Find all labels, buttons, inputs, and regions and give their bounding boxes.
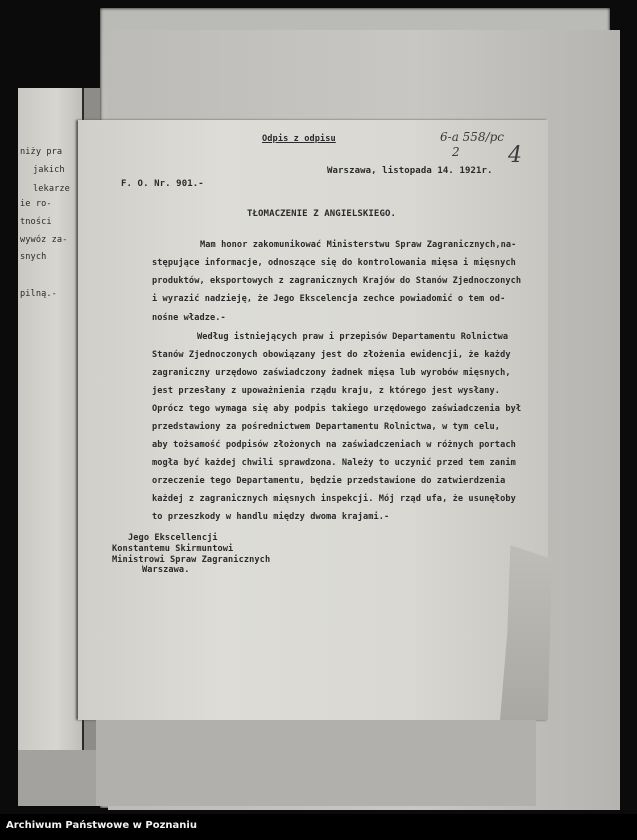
side-line: wywóz za- <box>20 235 68 245</box>
body-line: zagraniczny urzędowo zaświadczony żadnek mięsa lub wyrobów mięsnych, <box>152 368 511 378</box>
body-line: i wyrazić nadzieję, że Jego Ekscelencja zechce powiadomić o tem od- <box>152 294 506 304</box>
body-line: Stanów Zjednoczonych obowiązany jest do złożenia ewidencji, że każdy <box>152 350 511 360</box>
side-line: ie ro- <box>20 199 52 209</box>
addressee-line: Ministrowi Spraw Zagranicznych <box>112 555 271 565</box>
body-line: stępujące informacje, odnoszące się do kontrolowania mięsa i mięsnych <box>152 258 516 268</box>
place-date: Warszawa, listopada 14. 1921r. <box>327 166 493 176</box>
document-title: TŁOMACZENIE Z ANGIELSKIEGO. <box>247 209 396 219</box>
body-line: aby tożsamość podpisów złożonych na zaświadczeniach w różnych portach <box>152 440 516 450</box>
left-sheet-lower <box>18 750 96 806</box>
body-line: przedstawiony za pośrednictwem Departamentu Rolnictwa, w tym celu, <box>152 422 501 432</box>
handwritten-page-number: 4 <box>508 143 522 168</box>
side-line: tności <box>20 217 52 227</box>
body-line: każdej z zagranicznych mięsnych inspekcji. Mój rząd ufa, że usunęłoby <box>152 494 516 504</box>
archive-name: Archiwum Państwowe w Poznaniu <box>6 820 197 831</box>
body-line: mogła być każdej chwili sprawdzona. Należy to uczynić przed tem zanim <box>152 458 516 468</box>
body-line: Mam honor zakomunikować Ministerstwu Spraw Zagranicznych,na- <box>200 240 517 250</box>
sheet-lower-area <box>96 720 536 806</box>
body-line: Oprócz tego wymaga się aby podpis takiego urzędowego zaświadczenia był <box>152 404 522 414</box>
body-line: nośne władze.- <box>152 313 226 323</box>
body-line: Według istniejących praw i przepisów Departamentu Rolnictwa <box>197 332 509 342</box>
copy-mark: Odpis z odpisu <box>262 134 336 144</box>
handwritten-number: 2 <box>452 145 460 159</box>
body-line: jest przesłany z upoważnienia rządu kraju, z którego jest wysłany. <box>152 386 501 396</box>
side-line: pilną.- <box>20 289 57 299</box>
addressee-line: Konstantemu Skirmuntowi <box>112 544 234 554</box>
body-line: to przeszkody w handlu między dwoma krajami.- <box>152 512 390 522</box>
body-line: produktów, eksportowych z zagranicznych Krajów do Stanów Zjednoczonych <box>152 276 522 286</box>
side-line: snych <box>20 252 47 262</box>
side-line: lekarze <box>33 184 70 194</box>
side-line: jakich <box>33 165 65 175</box>
addressee-line: Jego Ekscellencji <box>128 533 218 543</box>
handwritten-reference: 6-a 558/pc <box>440 130 505 144</box>
addressee-line: Warszawa. <box>142 565 190 575</box>
body-line: orzeczenie tego Departamentu, będzie przedstawione do zatwierdzenia <box>152 476 506 486</box>
reference-number: F. O. Nr. 901.- <box>121 179 204 189</box>
side-line: niży pra <box>20 147 63 157</box>
